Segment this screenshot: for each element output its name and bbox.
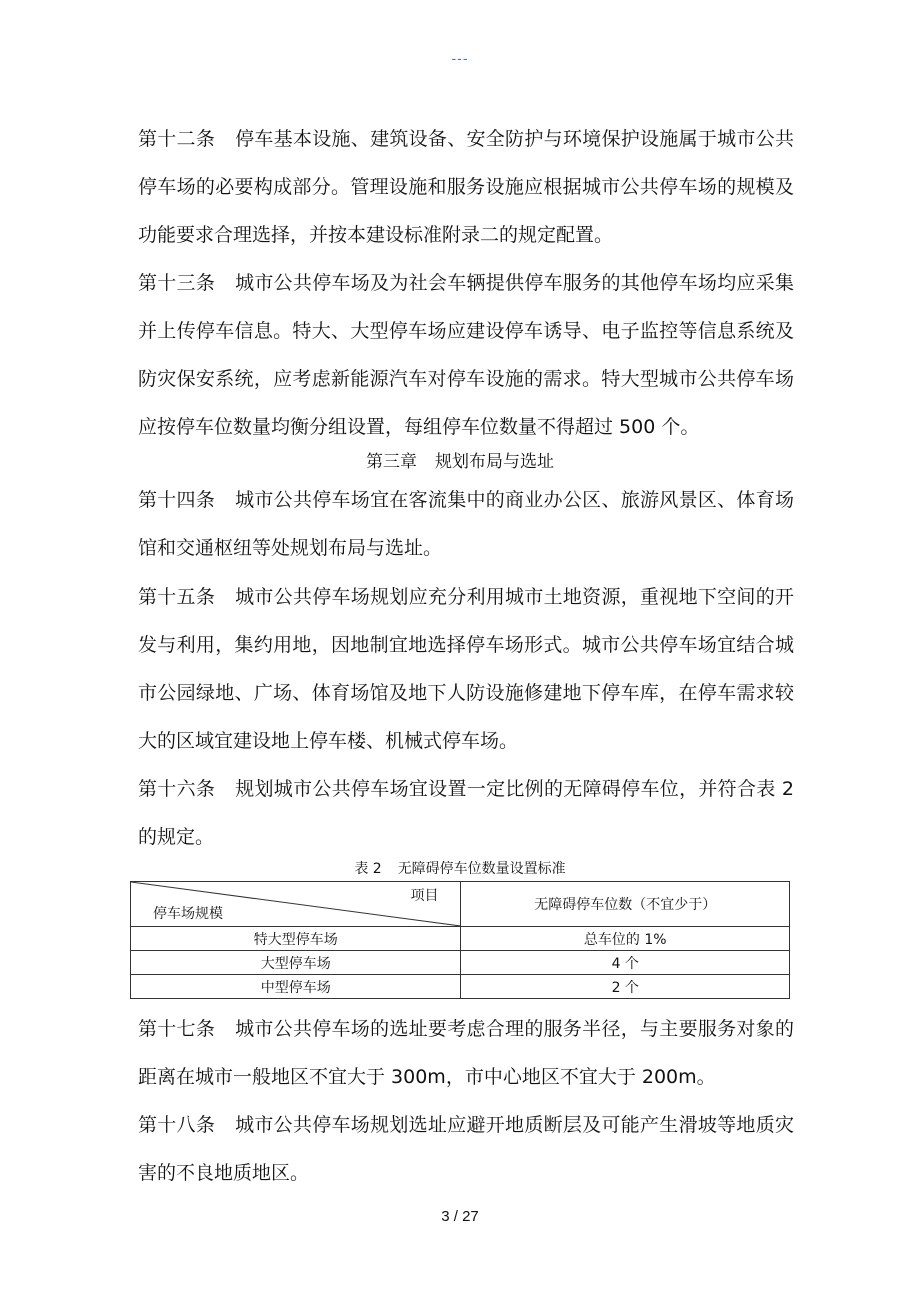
table-row [131,927,790,951]
table-row [131,975,790,999]
cell-scale: 大型停车场 [131,951,461,975]
table-caption-number: 表 2 [354,861,382,877]
article-16 [138,765,794,861]
article-text: 城市公共停车场及为社会车辆提供停车服务的其他停车场均应采集并上传停车信息。特大、大型停车场应建设停车诱导、电子监控等信息系统及防灾保安系统，应考虑新能源汽车对停车设施的需求。特大型城市公共停车场应按停车位数量均衡分组设置，每组停车位数量不得超过 500 个。 [138,272,794,438]
table-row [131,951,790,975]
cell-value: 2 个 [461,975,790,999]
article-14 [138,476,794,572]
article-17 [138,1005,794,1101]
chapter-number: 第三章 [366,452,417,472]
cell-value: 总车位的 1% [461,927,790,951]
article-number: 第十二条 [138,128,216,150]
cell-scale: 中型停车场 [131,975,461,999]
article-number: 第十七条 [138,1018,216,1040]
table-caption-title: 无障碍停车位数量设置标准 [397,861,566,877]
article-number: 第十八条 [138,1114,216,1136]
article-text: 城市公共停车场规划应充分利用城市土地资源，重视地下空间的开发与利用，集约用地，因地制宜地选择停车场形式。城市公共停车场宜结合城市公园绿地、广场、体育场馆及地下人防设施修建地下停车库，在停车需求较大的区域宜建设地上停车楼、机械式停车场。 [138,586,794,752]
header-scale-label: 停车场规模 [153,906,223,922]
article-18 [138,1101,794,1197]
article-number: 第十六条 [138,778,216,800]
article-text: 规划城市公共停车场宜设置一定比例的无障碍停车位，并符合表 2 的规定。 [138,778,794,848]
chapter-title: 规划布局与选址 [435,452,554,472]
page-number: 3 / 27 [441,1208,479,1225]
article-12 [138,115,794,259]
cell-scale: 特大型停车场 [131,927,461,951]
article-text: 城市公共停车场规划选址应避开地质断层及可能产生滑坡等地质灾害的不良地质地区。 [138,1114,794,1184]
article-15 [138,573,794,765]
header-col2: 无障碍停车位数（不宜少于） [461,882,790,927]
accessible-parking-table [130,881,790,999]
article-number: 第十五条 [138,586,216,608]
header-item-label: 项目 [410,888,439,904]
header-mark: --- [451,50,469,66]
table-header-row [131,882,790,927]
article-number: 第十四条 [138,489,216,511]
diagonal-header-cell [131,882,461,927]
article-text: 城市公共停车场宜在客流集中的商业办公区、旅游风景区、体育场馆和交通枢纽等处规划布局与选址。 [138,489,794,559]
table-caption [0,858,920,880]
article-number: 第十三条 [138,272,216,294]
cell-value: 4 个 [461,951,790,975]
chapter-heading [0,450,920,474]
article-text: 城市公共停车场的选址要考虑合理的服务半径，与主要服务对象的距离在城市一般地区不宜大于 300m，市中心地区不宜大于 200m。 [138,1018,794,1088]
article-13 [138,259,794,451]
article-text: 停车基本设施、建筑设备、安全防护与环境保护设施属于城市公共停车场的必要构成部分。管理设施和服务设施应根据城市公共停车场的规模及功能要求合理选择，并按本建设标准附录二的规定配置。 [138,128,794,246]
